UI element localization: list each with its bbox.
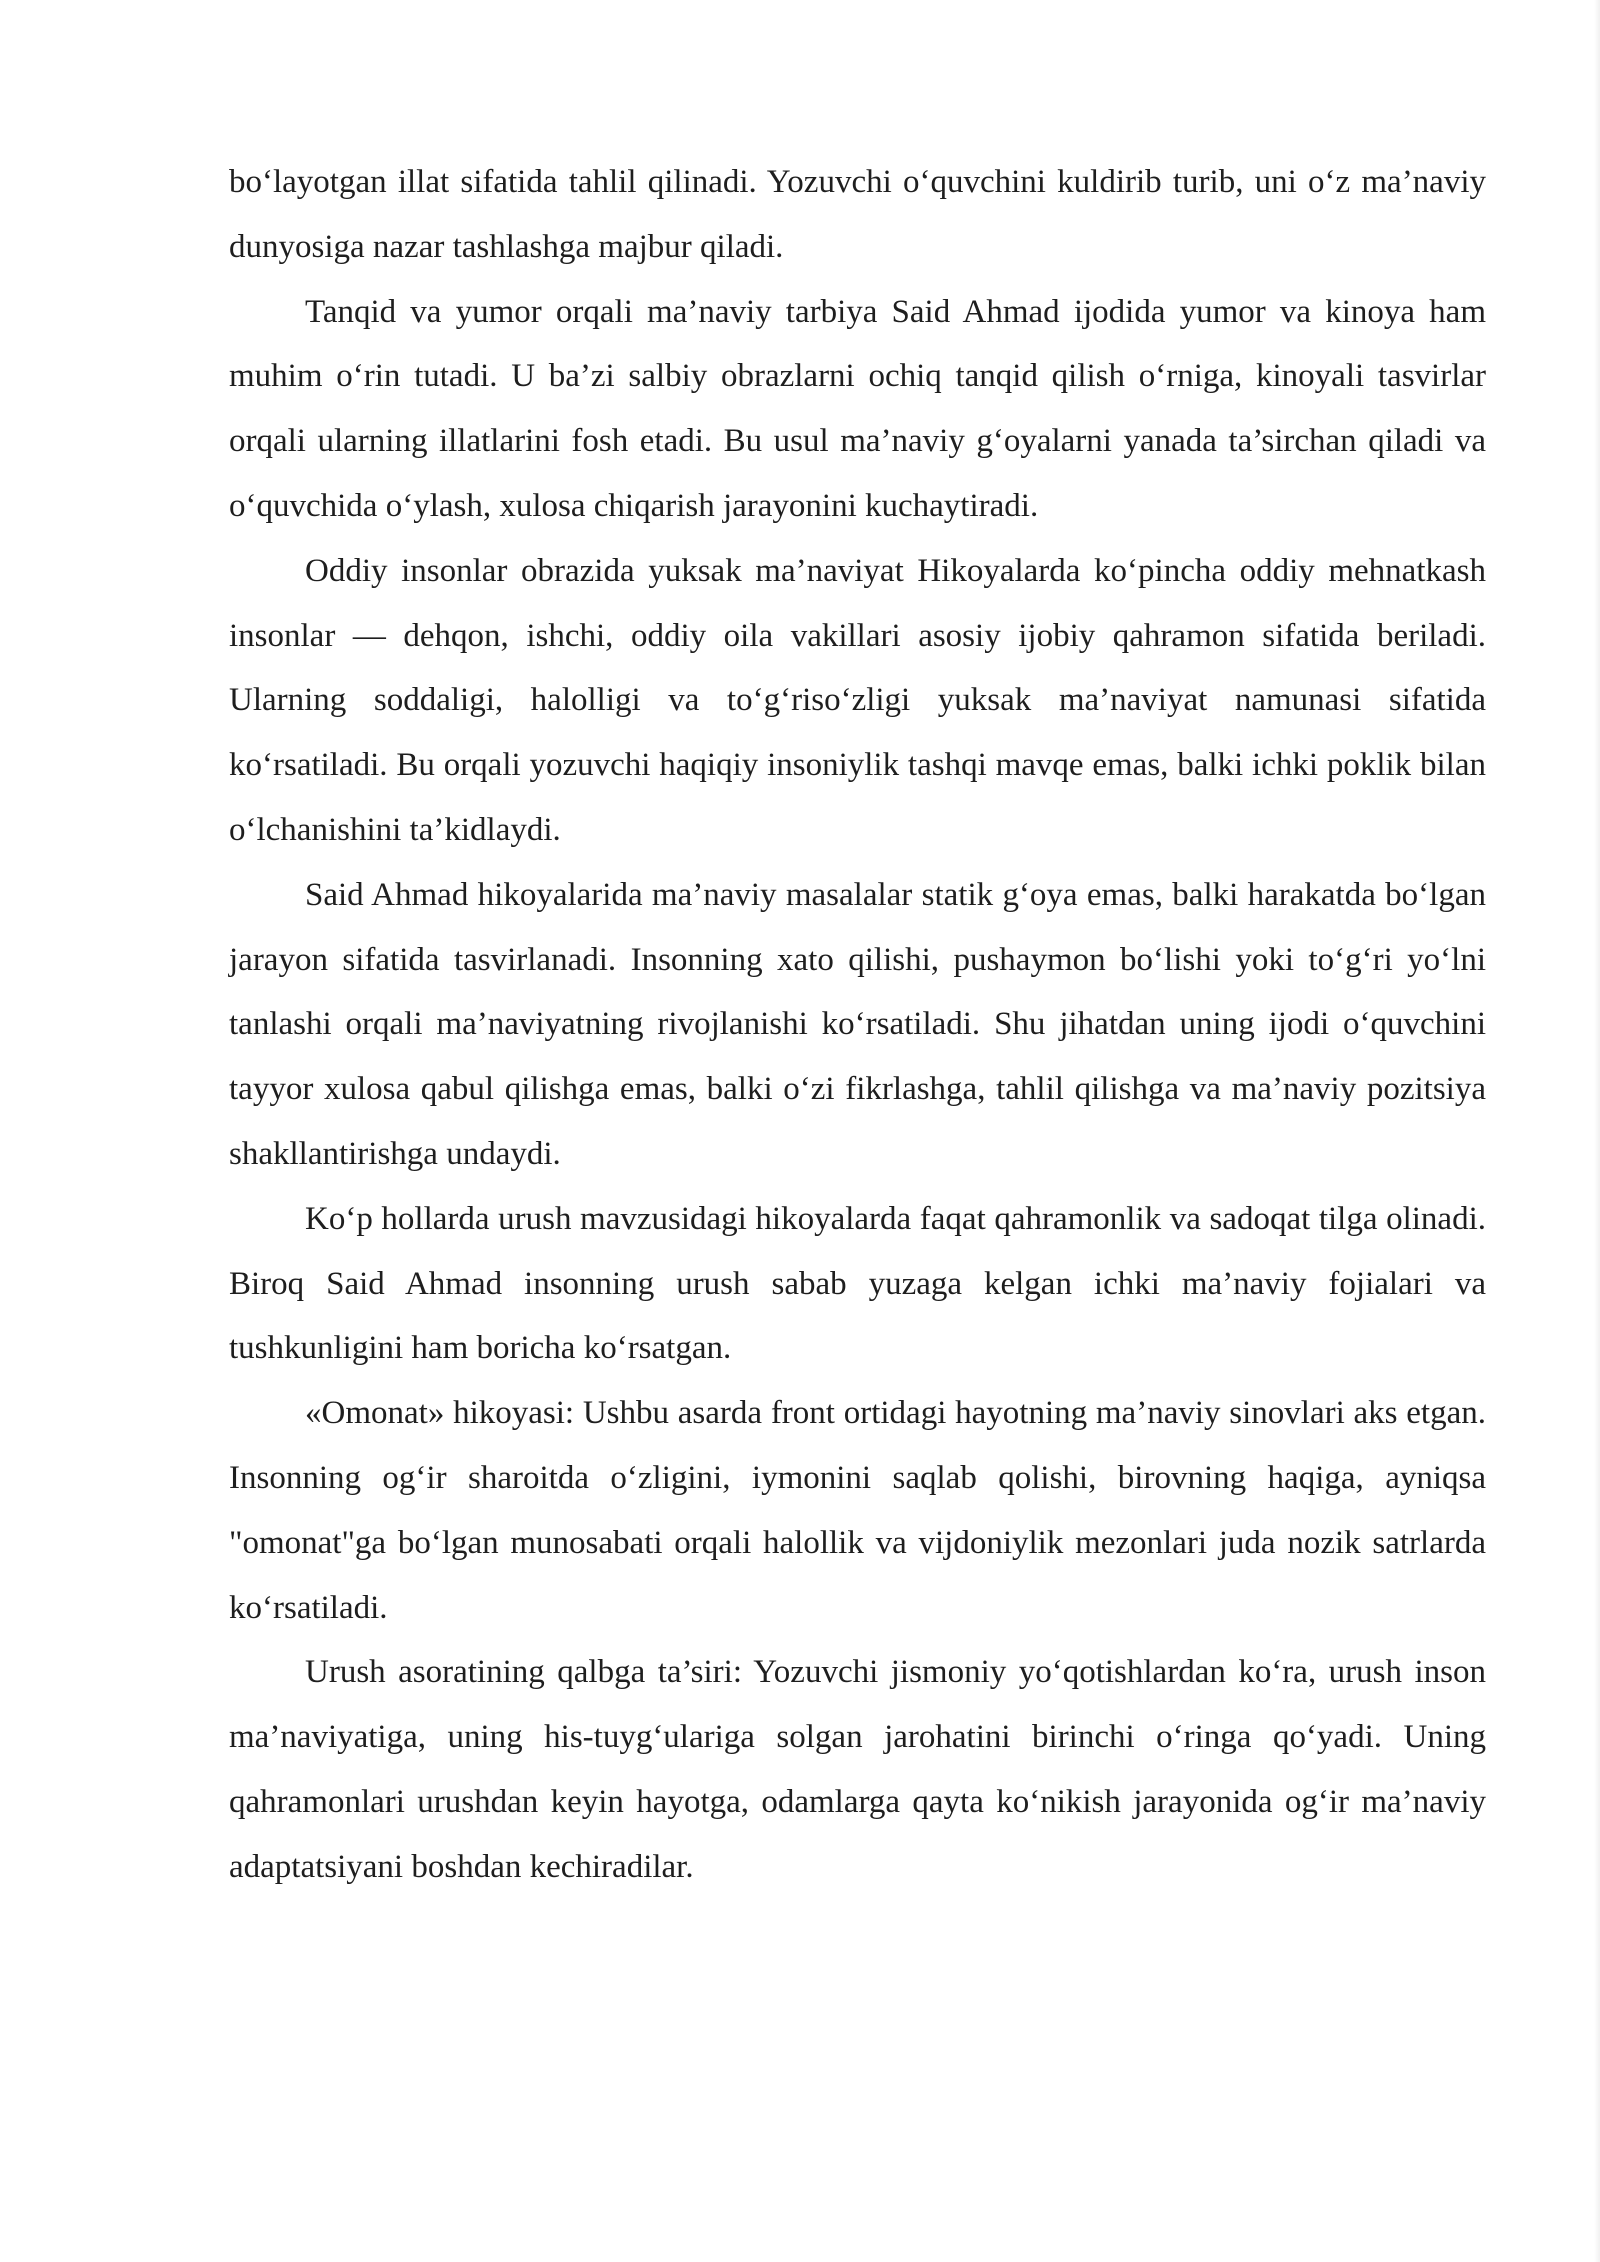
paragraph-ordinary-people: Oddiy insonlar obrazida yuksak ma’naviyat Hikoyalarda ko‘pincha oddiy mehnatkash insonlar — dehqon, ishchi, oddiy oila vakillari asosiy ijobiy qahramon sifatida beriladi. Ularning soddaligi, halolligi va to‘g‘riso‘zligi yuksak ma’naviyat namunasi sifatida ko‘rsatiladi. Bu orqali yozuvchi haqiqiy insoniylik tashqi mavqe emas, balki ichki poklik bilan o‘lchanishini ta’kidlaydi. <box>229 552 1486 848</box>
paragraph-war-theme: Ko‘p hollarda urush mavzusidagi hikoyalarda faqat qahramonlik va sadoqat tilga olinadi. Biroq Said Ahmad insonning urush sabab yuzaga kelgan ichki ma’naviy fojialari va tushkunligini ham boricha ko‘rsatgan. <box>229 1200 1486 1367</box>
document-body <box>229 150 1486 1900</box>
paragraph-omonat-story: «Omonat» hikoyasi: Ushbu asarda front ortidagi hayotning ma’naviy sinovlari aks etgan. Insonning og‘ir sharoitda o‘zligini, iymonini saqlab qolishi, birovning haqiga, ayniqsa "omonat"ga bo‘lgan munosabati orqali halollik va vijdoniylik mezonlari juda nozik satrlarda ko‘rsatiladi. <box>229 1395 1486 1626</box>
paragraph-war-impact: Urush asoratining qalbga ta’siri: Yozuvchi jismoniy yo‘qotishlardan ko‘ra, urush inson ma’naviyatiga, uning his-tuyg‘ulariga solgan jarohatini birinchi o‘ringa qo‘yadi. Uning qahramonlari urushdan keyin hayotga, odamlarga qayta ko‘nikish jarayonida og‘ir ma’naviy adaptatsiyani boshdan kechiradilar. <box>229 1654 1486 1885</box>
paragraph-spiritual-process: Said Ahmad hikoyalarida ma’naviy masalalar statik g‘oya emas, balki harakatda bo‘lgan jarayon sifatida tasvirlanadi. Insonning xato qilishi, pushaymon bo‘lishi yoki to‘g‘ri yo‘lni tanlashi orqali ma’naviyatning rivojlanishi ko‘rsatiladi. Shu jihatdan uning ijodi o‘quvchini tayyor xulosa qabul qilishga emas, balki o‘zi fikrlashga, tahlil qilishga va ma’naviy pozitsiya shakllantirishga undaydi. <box>229 876 1486 1172</box>
page-edge-shadow <box>1594 0 1600 2262</box>
paragraph-humor-satire: Tanqid va yumor orqali ma’naviy tarbiya Said Ahmad ijodida yumor va kinoya ham muhim o‘rin tutadi. U ba’zi salbiy obrazlarni ochiq tanqid qilish o‘rniga, kinoyali tasvirlar orqali ularning illatlarini fosh etadi. Bu usul ma’naviy g‘oyalarni yanada ta’sirchan qiladi va o‘quvchida o‘ylash, xulosa chiqarish jarayonini kuchaytiradi. <box>229 293 1486 524</box>
paragraph-continuation: bo‘layotgan illat sifatida tahlil qilinadi. Yozuvchi o‘quvchini kuldirib turib, uni o‘z ma’naviy dunyosiga nazar tashlashga majbur qiladi. <box>229 164 1486 265</box>
